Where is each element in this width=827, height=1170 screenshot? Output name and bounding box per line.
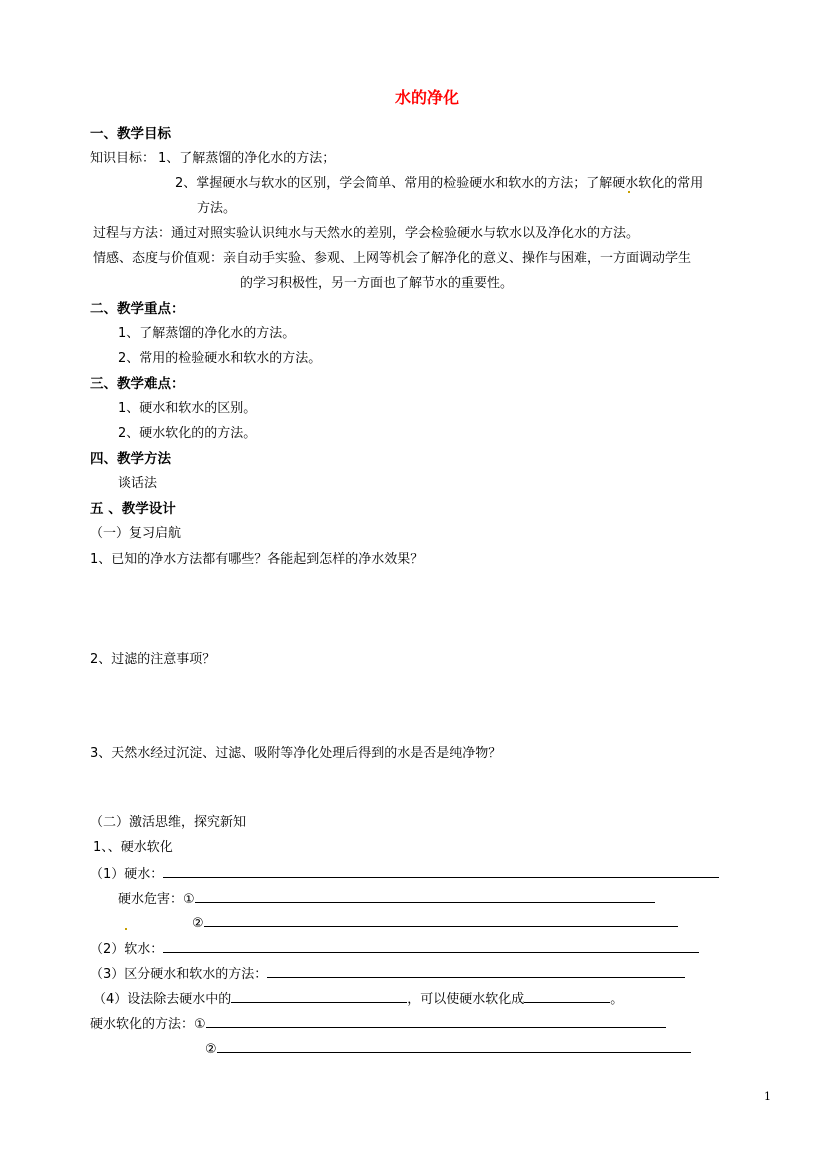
remove-label-c: 。 xyxy=(610,992,624,1007)
difficulty-2: 2、硬水软化的的方法。 xyxy=(118,426,257,441)
softening-method-line-2 xyxy=(205,1039,691,1059)
section-heading-objectives: 一、教学目标 xyxy=(90,126,171,142)
method-item: 谈话法 xyxy=(118,476,158,491)
softening-method-label: 硬水软化的方法：① xyxy=(90,1017,206,1032)
harm-blank-2[interactable] xyxy=(204,913,678,927)
distinguish-line xyxy=(90,964,685,984)
emotion-objective-continued: 的学习积极性，另一方面也了解节水的重要性。 xyxy=(240,276,514,291)
remove-blank-2[interactable] xyxy=(524,989,610,1003)
stray-mark xyxy=(125,928,127,930)
question-3: 3、天然水经过沉淀、过滤、吸附等净化处理后得到的水是否是纯净物？ xyxy=(90,746,502,761)
harm-2-label: ② xyxy=(192,916,204,931)
question-2: 2、过滤的注意事项？ xyxy=(90,652,216,667)
page-number: 1 xyxy=(764,1090,771,1103)
method-blank-2[interactable] xyxy=(217,1039,691,1053)
knowledge-objective-label: 知识目标： xyxy=(90,151,156,166)
emotion-objective: 情感、态度与价值观：亲自动手实验、参观、上网等机会了解净化的意义、操作与困难，一方面调动学生 xyxy=(93,251,692,266)
remove-blank-1[interactable] xyxy=(231,989,407,1003)
remove-label-b: ，可以使硬水软化成 xyxy=(407,992,525,1007)
knowledge-objective-2-continued: 方法。 xyxy=(197,201,237,216)
explore-heading: （二）激活思维，探究新知 xyxy=(90,815,247,830)
question-1: 1、已知的净水方法都有哪些？各能起到怎样的净水效果？ xyxy=(90,552,424,567)
process-method-objective: 过程与方法：通过对照实验认识纯水与天然水的差别，学会检验硬水与软水以及净化水的方法。 xyxy=(93,226,640,241)
review-heading: （一）复习启航 xyxy=(90,526,182,541)
section-heading-methods: 四、教学方法 xyxy=(90,451,171,467)
method-blank-1[interactable] xyxy=(206,1014,666,1028)
page-title: 水的净化 xyxy=(395,88,460,107)
key-point-2: 2、常用的检验硬水和软水的方法。 xyxy=(118,351,322,366)
hard-water-blank[interactable] xyxy=(163,864,719,878)
hard-water-harm-line xyxy=(118,889,655,909)
knowledge-objective-1: 1、了解蒸馏的净化水的方法； xyxy=(158,151,336,166)
knowledge-objective-2: 2、掌握硬水与软水的区别，学会简单、常用的检验硬水和软水的方法；了解硬水软化的常用 xyxy=(175,176,704,191)
stray-mark xyxy=(628,191,630,193)
hard-water-line xyxy=(90,864,719,884)
distinguish-blank[interactable] xyxy=(267,964,685,978)
soft-water-blank[interactable] xyxy=(163,939,699,953)
soft-water-label: （2）软水： xyxy=(90,942,164,957)
section-heading-design: 五 、教学设计 xyxy=(90,501,176,517)
softening-method-line xyxy=(90,1014,666,1034)
harm-blank-1[interactable] xyxy=(195,889,655,903)
soft-water-line xyxy=(90,939,699,959)
hard-water-harm-label: 硬水危害：① xyxy=(118,892,195,907)
difficulty-1: 1、硬水和软水的区别。 xyxy=(118,401,257,416)
section-heading-key-points: 二、教学重点： xyxy=(90,301,185,317)
hard-water-label: （1）硬水： xyxy=(90,867,164,882)
key-point-1: 1、了解蒸馏的净化水的方法。 xyxy=(118,326,296,341)
hard-water-harm-line-2 xyxy=(192,913,678,933)
remove-label-a: （4）设法除去硬水中的 xyxy=(93,992,232,1007)
section-heading-difficulties: 三、教学难点： xyxy=(90,376,185,392)
method-2-label: ② xyxy=(205,1042,217,1057)
water-softening-heading: 1、、硬水软化 xyxy=(93,840,173,855)
remove-line xyxy=(93,989,623,1009)
distinguish-label: （3）区分硬水和软水的方法： xyxy=(90,967,268,982)
